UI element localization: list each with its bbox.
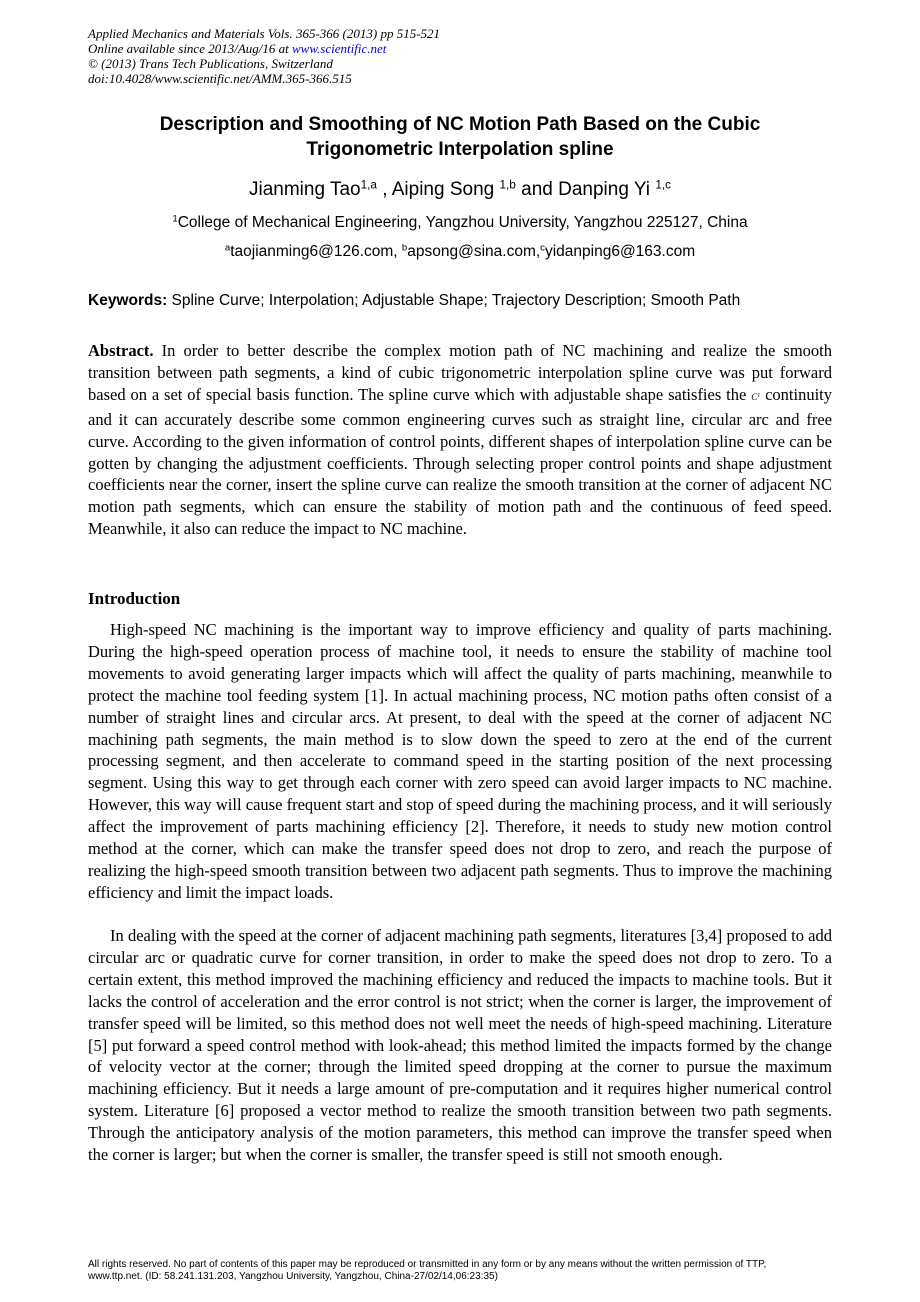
keywords-label: Keywords:	[88, 292, 168, 309]
author-2-affil: 1,b	[499, 178, 516, 192]
author-1: Jianming Tao	[248, 179, 361, 200]
keywords-text: Spline Curve; Interpolation; Adjustable Shape; Trajectory Description; Smooth Path	[167, 292, 741, 309]
abstract	[88, 340, 832, 540]
affiliation-text: College of Mechanical Engineering, Yangzhou University, Yangzhou 225127, China	[177, 214, 748, 231]
paper-title	[88, 112, 832, 162]
author-1-affil: 1,a	[360, 178, 377, 192]
title-line-2: Trigonometric Interpolation spline	[306, 139, 614, 160]
title-line-1: Description and Smoothing of NC Motion Path Based on the Cubic	[159, 114, 761, 135]
abstract-text-2: continuity and it can accurately describe some common engineering curves such as straight line, circular arc and free curve. According to the given information of control points, different shapes of interpolation spline curve can be gotten by changing the adjustment coefficients. Through selecting proper control points and shape adjustment coefficients near the corner, insert the spline curve can realize the smooth transition at the corner of adjacent NC motion path segments, which can ensure the stability of motion path and the continuous of feed speed. Meanwhile, it also can reduce the impact to NC machine.	[88, 384, 832, 539]
section-heading-introduction: Introduction	[88, 589, 181, 608]
author-list	[88, 178, 832, 202]
header-online-line	[88, 41, 440, 56]
affiliation	[88, 213, 832, 233]
abstract-label: Abstract.	[88, 341, 154, 360]
email-b-marker: b	[401, 242, 408, 254]
email-c-marker: c	[540, 242, 545, 254]
introduction-paragraph-2: In dealing with the speed at the corner of adjacent machining path segments, literatures [3,4] proposed to add circular arc or quadratic curve for corner transition, in order to make the speed does not drop to zero. To a certain extent, this method improved the machining efficiency and reduced the impacts to machine tools. But it lacks the control of acceleration and the error control is not strict; when the corner is larger, the improvement of transfer speed will be limited, so this method does not well meet the needs of high-speed machining. Literature [5] put forward a speed control method with look-ahead; this method limited the impacts formed by the change of velocity vector at the corner; through the limited speed dropping at the corner to pursue the maximum machining efficiency. But it needs a large amount of pre-computation and it requires higher numerical control system. Literature [6] proposed a vector method to realize the smooth transition between two path segments. Through the anticipatory analysis of the motion parameters, this method can improve the transfer speed when the corner is larger; but when the corner is smaller, the transfer speed is still not smooth enough.	[88, 926, 832, 1165]
author-and: and Danping Yi	[515, 179, 656, 200]
publisher-link[interactable]: www.scientific.net	[292, 41, 387, 56]
email-a: taojianming6@126.com,	[230, 243, 402, 260]
footer-line-1: All rights reserved. No part of contents of this paper may be reproduced or transmitted in any form or by any means without the written permission of TTP,	[88, 1259, 767, 1270]
footer-line-2: www.ttp.net. (ID: 58.241.131.203, Yangzhou University, Yangzhou, China-27/02/14,06:23:35)	[88, 1271, 498, 1282]
email-c: yidanping6@163.com	[544, 243, 696, 260]
keywords	[88, 291, 832, 311]
author-separator: , Aiping Song	[376, 179, 500, 200]
copyright-footer	[88, 1259, 832, 1283]
abstract-text-1: In order to better describe the complex motion path of NC machining and realize the smooth transition between path segments, a kind of cubic trigonometric interpolation spline curve was put forward based on a set of special basis function. The spline curve which with adjustable shape satisfies the	[88, 341, 832, 404]
affiliation-marker: 1	[172, 213, 178, 225]
header-online-text: Online available since 2013/Aug/16 at	[88, 41, 292, 56]
header-copyright: © (2013) Trans Tech Publications, Switzerland	[88, 56, 333, 71]
header-doi: doi:10.4028/www.scientific.net/AMM.365-366.515	[88, 71, 352, 86]
email-a-marker: a	[224, 242, 231, 254]
email-b: apsong@sina.com,	[407, 243, 541, 260]
journal-header	[88, 26, 440, 86]
author-3-affil: 1,c	[655, 178, 672, 192]
c-symbol: C	[751, 391, 758, 402]
introduction-paragraph-1: High-speed NC machining is the important way to improve efficiency and quality of parts machining. During the high-speed operation process of machine tool, it needs to ensure the stability of machine tool movements to avoid generating larger impacts which will affect the quality of parts machining, meanwhile to protect the machine tool feeding system [1]. In actual machining process, NC motion paths often consist of a number of straight lines and circular arcs. At present, to deal with the speed at the corner of adjacent NC machining path segments, the main method is to slow down the speed to zero at the end of the current processing segment, and then accelerate to command speed in the starting position of the next processing segment. Using this way to get through each corner with zero speed can avoid larger impacts to NC machine. However, this way will cause frequent start and stop of speed during the machining process, and it will seriously affect the improvement of parts machining efficiency [2]. Therefore, it needs to study new motion control method at the corner, which can make the transfer speed does not drop to zero, and reach the purpose of realizing the high-speed smooth transition between two adjacent path segments. Thus to improve the machining efficiency and limit the impact loads.	[88, 620, 832, 902]
header-citation: Applied Mechanics and Materials Vols. 365-366 (2013) pp 515-521	[88, 26, 441, 41]
c1-continuity-symbol	[751, 392, 760, 402]
c-symbol-sup: 1	[757, 392, 761, 399]
email-list	[88, 242, 832, 262]
